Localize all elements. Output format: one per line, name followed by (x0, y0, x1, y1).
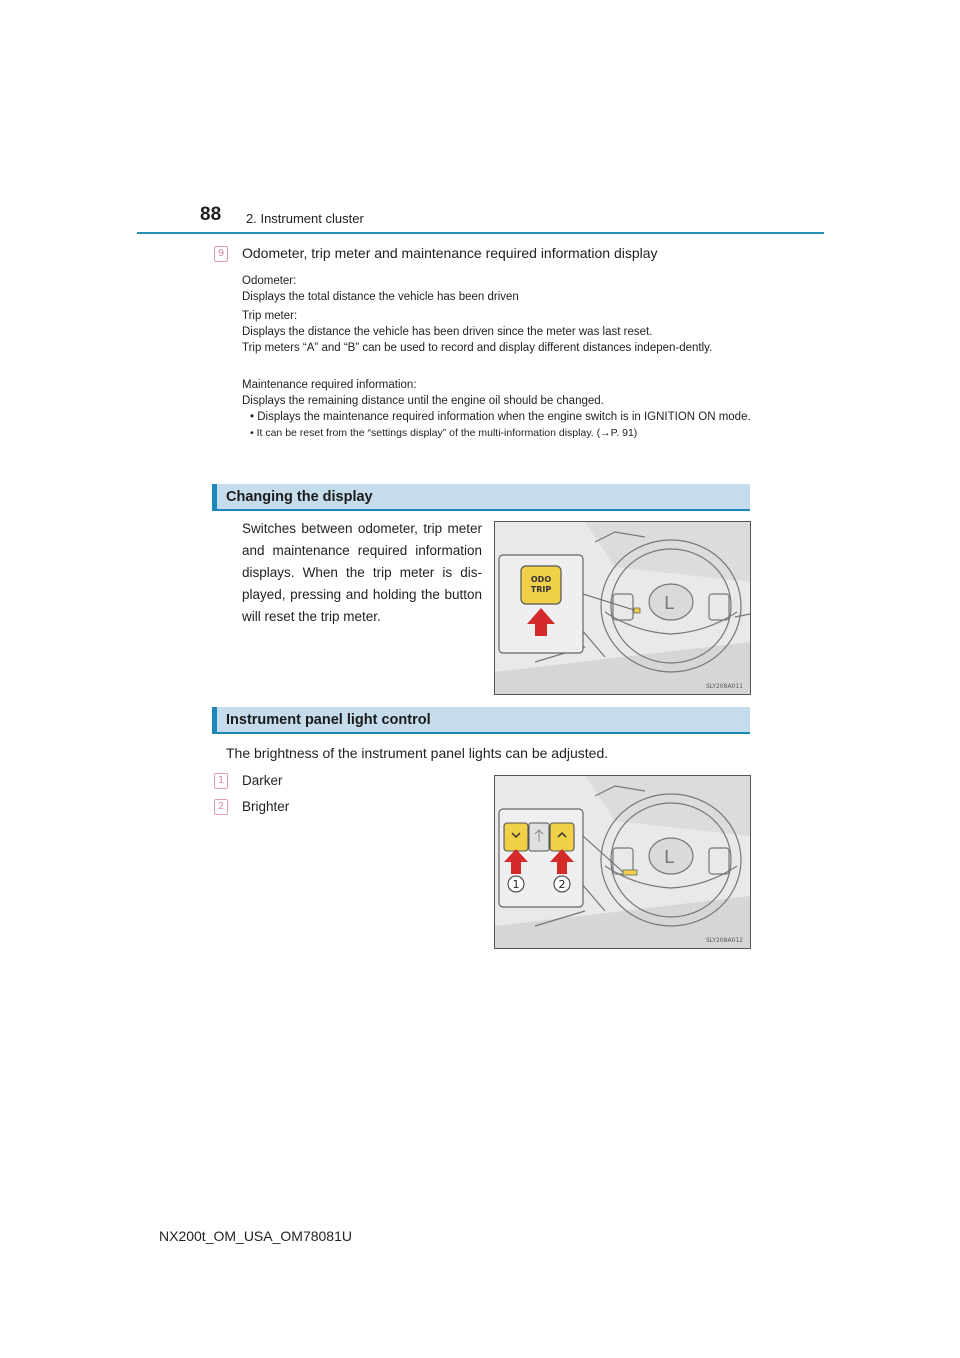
brightness-illustration (494, 775, 751, 949)
odo-button-label: ODO (530, 575, 552, 584)
odo-trip-illustration (494, 521, 751, 695)
dashboard-drawing (495, 522, 750, 694)
brand-emblem: L (664, 847, 675, 868)
brighter-label: Brighter (242, 799, 290, 814)
maintenance-description: Displays the remaining distance until the engine oil should be changed. (242, 395, 604, 407)
figure-code: SLY208A011 (705, 683, 743, 690)
item-title: Odometer, trip meter and maintenance required information display (242, 245, 658, 261)
document-code: NX200t_OM_USA_OM78081U (159, 1228, 352, 1244)
header-rule (137, 232, 824, 234)
item-number-badge: 2 (214, 799, 228, 815)
brand-emblem: L (664, 593, 675, 614)
trip-meter-description-2: Trip meters “A” and “B” can be used to record and display different distances indepen-dently. (242, 342, 713, 354)
odometer-block (242, 273, 752, 305)
darker-label: Darker (242, 773, 283, 788)
trip-meter-label: Trip meter: (242, 310, 298, 322)
maintenance-block (242, 377, 752, 441)
maintenance-bullet: • It can be reset from the “settings display” of the multi-information display. (→P. 91) (250, 427, 638, 439)
trip-meter-block (242, 308, 752, 356)
section-heading: Changing the display (226, 489, 373, 505)
odometer-description: Displays the total distance the vehicle has been driven (242, 291, 519, 303)
callout-1: 1 (512, 878, 520, 891)
panel-light-text: The brightness of the instrument panel lights can be adjusted. (226, 745, 609, 761)
maintenance-label: Maintenance required information: (242, 379, 417, 391)
maintenance-bullet: • Displays the maintenance required information when the engine switch is in IGNITION ON mode. (250, 411, 751, 423)
odometer-label: Odometer: (242, 275, 297, 287)
changing-display-text: Switches between odometer, trip meter and maintenance required information displays. When the trip meter is dis-played, pressing and holding the button will reset the trip meter. (242, 521, 482, 624)
trip-button-label: TRIP (530, 585, 552, 594)
brighter-button (550, 823, 574, 851)
item-number-badge: 9 (214, 246, 228, 262)
item-number-badge: 1 (214, 773, 228, 789)
section-heading: Instrument panel light control (226, 712, 431, 728)
figure-code: SLY208A012 (705, 937, 743, 944)
section-heading-bar (212, 707, 750, 734)
page-number: 88 (200, 204, 222, 225)
section-heading-bar (212, 484, 750, 511)
trip-meter-description: Displays the distance the vehicle has been driven since the meter was last reset. (242, 326, 653, 338)
dashboard-drawing (495, 776, 750, 948)
callout-2: 2 (558, 878, 566, 891)
section-title: 2. Instrument cluster (246, 211, 364, 226)
